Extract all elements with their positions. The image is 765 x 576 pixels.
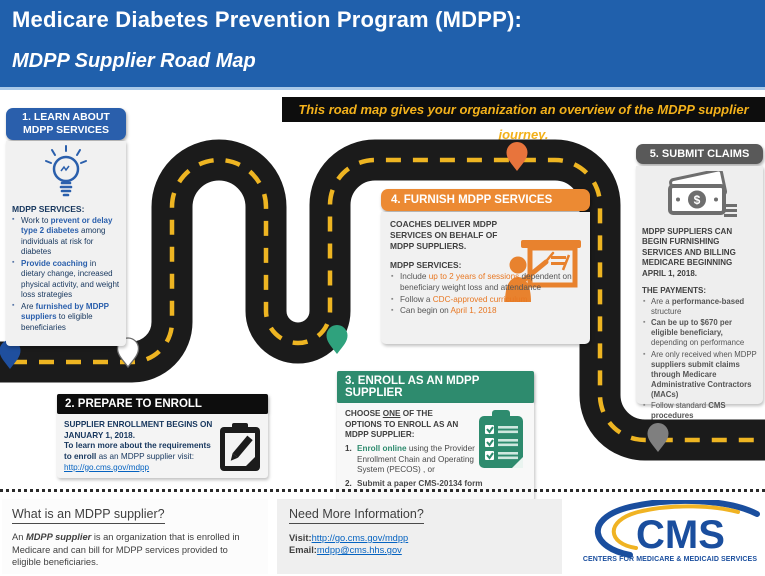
step-3-enroll-box (337, 371, 534, 501)
footer-more-info-panel (277, 499, 562, 574)
step-4-bullet: ▪ Follow a CDC-approved curriculum (400, 295, 581, 306)
step-2-header: 2. PREPARE TO ENROLL (57, 394, 268, 414)
footer-what-is-text: An MDPP supplier is an organization that is enrolled in Medicare and can bill for MDPP services provided to eligible beneficiaries. (12, 532, 240, 568)
step-2-prepare-box (57, 394, 268, 478)
cms-caption: CENTERS FOR MEDICARE & MEDICAID SERVICES (582, 556, 758, 563)
step-5-subheading: THE PAYMENTS: (642, 285, 707, 295)
step-5-bullet-list (642, 297, 757, 422)
step-5-claims-box (636, 144, 763, 421)
step-4-bullet: ▪ Include up to 2 years of sessions dependent on beneficiary weight loss and attendance (400, 272, 581, 293)
page-subtitle: MDPP Supplier Road Map (12, 50, 256, 72)
email-label: Email: (289, 545, 317, 555)
step-5-bullet: ▪ Are only received when MDPP suppliers submit claims through Medicare Administrative Contractors (MACs) (651, 350, 757, 401)
svg-text:$: $ (693, 193, 700, 207)
step-4-bullet-list (390, 272, 581, 317)
step-5-intro: MDPP SUPPLIERS CAN BEGIN FURNISHING SERVICES AND BILLING MEDICARE BEGINNING APRIL 1, 2018. (642, 227, 736, 278)
cms-logo-swoosh (578, 500, 762, 558)
step-5-bullet: ▪ Are a performance-based structure (651, 297, 757, 317)
visit-link[interactable]: http://go.cms.gov/mdpp (311, 533, 409, 543)
money-icon (662, 171, 738, 219)
footer-dotted-divider (0, 489, 765, 492)
step-5-header: 5. SUBMIT CLAIMS (636, 144, 763, 164)
step-4-bullet: ▪ Can begin on April 1, 2018 (400, 306, 581, 317)
footer-email-row (289, 545, 550, 555)
email-link[interactable]: mdpp@cms.hhs.gov (316, 545, 402, 555)
step-3-option-2: 2. Submit a paper CMS-20134 form (345, 478, 483, 488)
step-3-header: 3. ENROLL AS AN MDPP SUPPLIER (337, 371, 534, 403)
step-1-bullet: ▪ Provide coaching in dietary change, increased physical activity, and weight loss strategies (21, 259, 120, 300)
lightbulb-icon (12, 144, 120, 202)
step-4-body (381, 212, 590, 344)
step-4-subheading: MDPP SERVICES: (390, 260, 462, 271)
step-1-intro: MDPP SERVICES: (12, 204, 85, 215)
step-4-header: 4. FURNISH MDPP SERVICES (381, 189, 590, 211)
mdpp-enroll-link[interactable]: http://go.cms.gov/mdpp (64, 462, 150, 472)
step-1-body (6, 141, 126, 346)
step-1-bullet: ▪ Are furnished by MDPP suppliers to eligible beneficiaries (21, 302, 120, 333)
footer-what-is-panel (2, 499, 268, 574)
step-3-body (337, 403, 534, 501)
step-4-furnish-box (381, 189, 590, 344)
visit-label: Visit: (289, 533, 312, 543)
checklist-clipboard-icon (475, 408, 529, 470)
cms-acronym: CMS (636, 513, 725, 557)
step-5-bullet: ▪ Follow standard CMS procedures (651, 401, 757, 421)
step-2-learn-more: To learn more about the requirements to enroll as an MDPP supplier visit: (64, 441, 211, 461)
step-2-body (57, 414, 268, 478)
page-title: Medicare Diabetes Prevention Program (MDPP): (12, 7, 523, 32)
step-3-option-1: 1. Enroll online using the Provider Enrollment Chain and Operating System (PECOS) , or (345, 443, 475, 475)
footer-what-is-heading: What is an MDPP supplier? (12, 507, 165, 524)
journey-banner: This road map gives your organization an overview of the MDPP supplier journey. (282, 97, 765, 122)
step-3-intro: CHOOSE ONE OF THE OPTIONS TO ENROLL AS AN MDPP SUPPLIER: (345, 409, 459, 440)
step-4-intro: COACHES DELIVER MDPP SERVICES ON BEHALF OF MDPP SUPPLIERS. (390, 219, 498, 252)
clipboard-pencil-icon (217, 421, 263, 473)
step-1-bullet: ▪ Work to prevent or delay type 2 diabetes among individuals at risk for diabetes (21, 216, 120, 257)
step-5-body (636, 166, 763, 421)
step-1-header: 1. LEARN ABOUT MDPP SERVICES (6, 108, 126, 140)
step-1-learn-box (6, 108, 126, 346)
step-2-enrollment-date: SUPPLIER ENROLLMENT BEGINS ON JANUARY 1, 2018. (64, 420, 213, 440)
cms-logo (578, 500, 762, 572)
step-1-bullet-list (12, 216, 120, 333)
footer-visit-row (289, 533, 550, 543)
footer-more-info-heading: Need More Information? (289, 507, 424, 524)
step-5-bullet: ▪ Can be up to $670 per eligible beneficiary, depending on performance (651, 318, 757, 348)
